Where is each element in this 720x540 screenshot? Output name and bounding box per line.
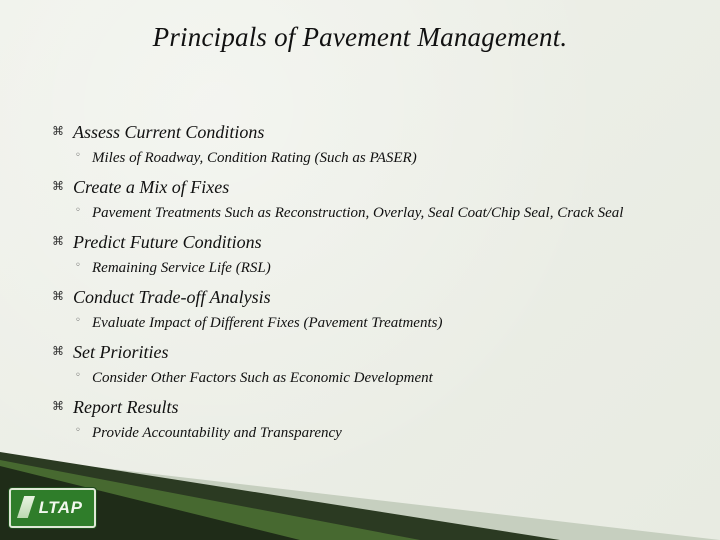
bullet-text: Report Results bbox=[73, 397, 179, 417]
bullet-text: Set Priorities bbox=[73, 342, 169, 362]
bullet-item bbox=[52, 229, 692, 255]
decorative-stripe bbox=[0, 452, 720, 540]
circle-bullet-icon: ◦ bbox=[75, 315, 81, 326]
sub-bullet-item bbox=[52, 423, 692, 443]
circle-bullet-icon: ◦ bbox=[75, 260, 81, 271]
road-mark-icon bbox=[17, 496, 35, 518]
circle-bullet-icon: ◦ bbox=[75, 370, 81, 381]
square-bullet-icon: ⌘ bbox=[52, 344, 64, 358]
circle-bullet-icon: ◦ bbox=[75, 205, 81, 216]
sub-bullet-text: Evaluate Impact of Different Fixes (Pavement Treatments) bbox=[92, 315, 443, 331]
square-bullet-icon: ⌘ bbox=[52, 399, 64, 413]
circle-bullet-icon: ◦ bbox=[75, 150, 81, 161]
bullet-item bbox=[52, 119, 692, 145]
bullet-text: Create a Mix of Fixes bbox=[73, 177, 230, 197]
square-bullet-icon: ⌘ bbox=[52, 124, 64, 138]
circle-bullet-icon: ◦ bbox=[75, 425, 81, 436]
ltap-logo bbox=[9, 488, 96, 528]
sub-bullet-text: Pavement Treatments Such as Reconstruction, Overlay, Seal Coat/Chip Seal, Crack Seal bbox=[92, 205, 624, 221]
bullet-item bbox=[52, 284, 692, 310]
sub-bullet-text: Miles of Roadway, Condition Rating (Such as PASER) bbox=[92, 150, 417, 166]
square-bullet-icon: ⌘ bbox=[52, 289, 64, 303]
square-bullet-icon: ⌘ bbox=[52, 179, 64, 193]
bullet-item bbox=[52, 339, 692, 365]
bullet-text: Assess Current Conditions bbox=[73, 122, 265, 142]
sub-bullet-item bbox=[52, 368, 692, 388]
sub-bullet-item bbox=[52, 203, 692, 223]
sub-bullet-item bbox=[52, 313, 692, 333]
logo-text: LTAP bbox=[38, 498, 83, 517]
sub-bullet-text: Consider Other Factors Such as Economic Development bbox=[92, 370, 433, 386]
bullet-item bbox=[52, 174, 692, 200]
bullet-list bbox=[52, 119, 692, 449]
bullet-text: Conduct Trade-off Analysis bbox=[73, 287, 271, 307]
sub-bullet-item bbox=[52, 258, 692, 278]
sub-bullet-text: Provide Accountability and Transparency bbox=[92, 425, 342, 441]
bullet-item bbox=[52, 394, 692, 420]
slide-title: Principals of Pavement Management. bbox=[152, 22, 568, 52]
sub-bullet-text: Remaining Service Life (RSL) bbox=[92, 260, 271, 276]
bullet-text: Predict Future Conditions bbox=[73, 232, 262, 252]
sub-bullet-item bbox=[52, 148, 692, 168]
square-bullet-icon: ⌘ bbox=[52, 234, 64, 248]
